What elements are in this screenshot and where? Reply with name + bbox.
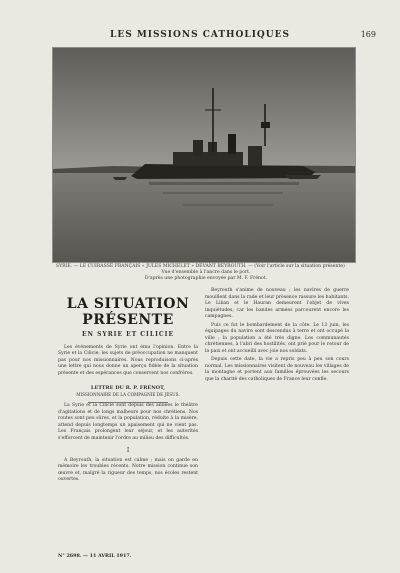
article-subhead: EN SYRIE ET CILICIE <box>81 331 175 338</box>
running-title: LES MISSIONS CATHOLIQUES <box>110 30 290 40</box>
right-column <box>205 288 349 385</box>
caption-line-1: SYRIE. — LE CUIRASSÉ FRANÇAIS « JULES MICHELET » DEVANT BEYROUTH. — (Voir l'article sur la situation présente) <box>56 264 345 269</box>
page-number: 169 <box>360 30 376 39</box>
caption-line-2: Vue d'ensemble à l'ancre dans le port. <box>161 270 251 276</box>
article-headline: LA SITUATION PRÉSENTE <box>66 296 190 328</box>
letter-title: LETTRE DU R. P. FRÉNOT, <box>90 385 166 391</box>
section-number: I <box>126 447 130 454</box>
photo-caption <box>56 264 356 283</box>
issue-footer: N° 2698. — 11 AVRIL 1917. <box>58 553 132 559</box>
body-paragraph: La Syrie et la Cilicie sont depuis des années le théâtre d'agitations et de longs malheurs pour nos chrétiens. Nos routes sont peu sûres, et la population, réduite à la misère, attend depuis longtemps un apaisement qui ne vient pas. Les Français prolongent leur séjour, et les autorités s'efforcent de maintenir l'ordre au milieu des difficultés. <box>58 403 198 441</box>
body-paragraph: Puis ce fut le bombardement de la côte. Le 13 juin, les équipages du navire sont descendus à terre et ont occupé la ville ; la population a été très digne. Les communautés chrétiennes, à l'abri des hostilités, ont prié pour le retour de la paix et ont accueilli avec joie nos soldats. <box>205 322 349 354</box>
body-paragraph: A Beyrouth, la situation est calme ; mais on garde en mémoire les troubles récents. Notre mission continue son œuvre et, malgré la rigueur des temps, nos écoles restent ouvertes. <box>58 457 198 482</box>
caption-line-3: D'après une photographie envoyée par M. F. Frénot. <box>144 276 268 282</box>
battleship-photo <box>52 47 356 263</box>
left-column <box>58 288 198 486</box>
battleship-illustration <box>53 48 355 262</box>
body-paragraph: Depuis cette date, la vie a repris peu à peu son cours normal. Les missionnaires visitent de nouveau les villages de la montagne et portent aux familles éprouvées les secours que la charité des catholiques de France leur confie. <box>205 357 349 382</box>
letter-subtitle: MISSIONNAIRE DE LA COMPAGNIE DE JÉSUS. <box>76 391 180 397</box>
body-paragraph: Beyrouth s'anime de nouveau ; les navires de guerre mouillent dans la rade et leur présence rassure les habitants. Le Liban et le Hauran demeurent l'objet de vives inquiétudes, car les bandes armées parcourent encore les campagnes. <box>205 288 349 319</box>
article-intro: Les événements de Syrie ont ému l'opinion. Entre la Syrie et la Cilicie, les sujets de préoccupation ne manquent pas pour nos missionnaires. Nous reproduisons ci-après une lettre qui nous donne un aperçu fidèle de la situation présente et des espérances que conservent nos confrères. <box>58 344 198 376</box>
